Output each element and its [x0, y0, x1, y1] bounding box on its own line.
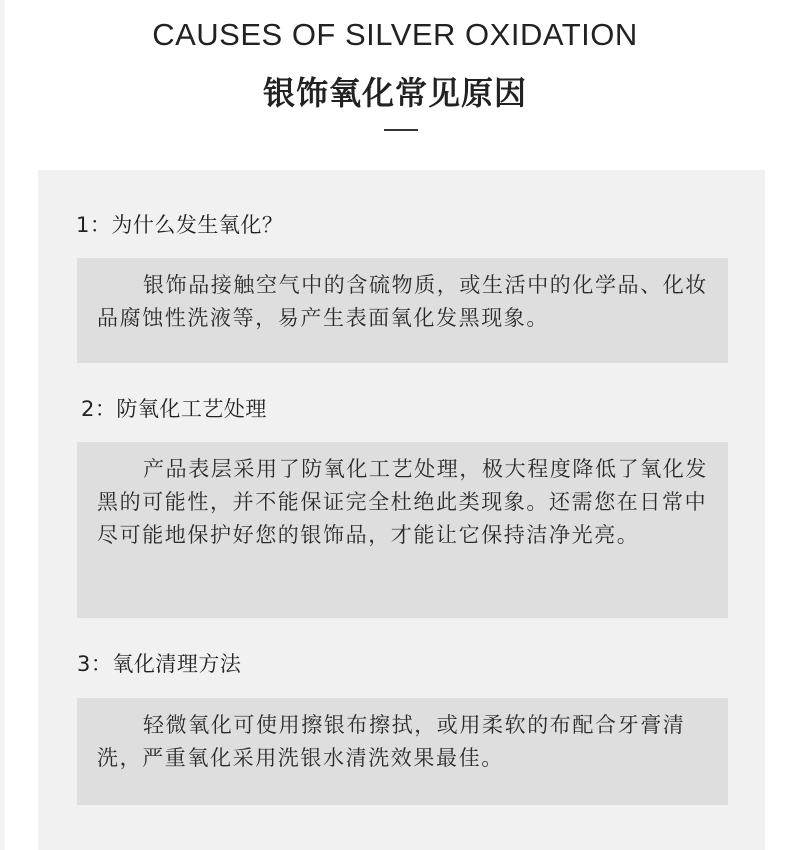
- section-1-heading: 1：为什么发生氧化？: [76, 213, 284, 237]
- title-english: CAUSES OF SILVER OXIDATION: [152, 17, 638, 52]
- section-3-box: [77, 698, 728, 805]
- page-header: [0, 0, 790, 140]
- section-1-box: [77, 258, 728, 363]
- section-1-text: 银饰品接触空气中的含硫物质，或生活中的化学品、化妆品腐蚀性洗液等，易产生表面氧化发黑现象。: [97, 273, 708, 330]
- title-divider: [384, 129, 418, 131]
- section-3-text: 轻微氧化可使用擦银布擦拭，或用柔软的布配合牙膏清洗，严重氧化采用洗银水清洗效果最佳。: [97, 713, 686, 770]
- section-2-text: 产品表层采用了防氧化工艺处理，极大程度降低了氧化发黑的可能性，并不能保证完全杜绝此类现象。还需您在日常中尽可能地保护好您的银饰品，才能让它保持洁净光亮。: [97, 457, 708, 547]
- content-panel: [38, 170, 765, 850]
- section-2-box: [77, 442, 728, 618]
- section-2-heading: 2：防氧化工艺处理: [81, 397, 267, 421]
- title-chinese: 银饰氧化常见原因: [262, 74, 527, 112]
- section-3-heading: 3：氧化清理方法: [77, 652, 242, 676]
